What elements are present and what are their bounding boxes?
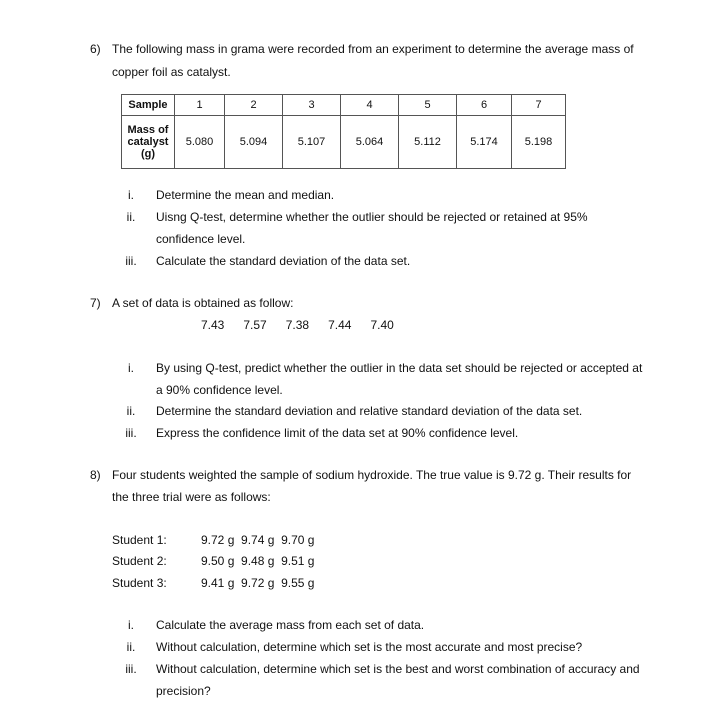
q6-item-numeral: ii. xyxy=(126,210,136,224)
student-values: 9.72 g 9.74 g 9.70 g xyxy=(201,533,315,547)
q8-item-numeral: iii. xyxy=(125,662,137,676)
question-6-number: 6) xyxy=(90,42,101,56)
table-sample-number: 4 xyxy=(341,95,399,116)
q7-data-value: 7.40 xyxy=(370,318,394,332)
table-mass-value: 5.094 xyxy=(225,116,283,169)
q8-item-text: Calculate the average mass from each set of data. xyxy=(156,618,425,632)
q7-data-value: 7.43 xyxy=(201,318,225,332)
q7-data-value: 7.57 xyxy=(243,318,267,332)
student-label: Student 3: xyxy=(112,576,167,590)
row-label-line: (g) xyxy=(140,148,156,160)
student-label: Student 1: xyxy=(112,533,167,547)
q7-data-value: 7.44 xyxy=(328,318,352,332)
q8-item-text: Without calculation, determine which set is the most accurate and most precise? xyxy=(156,640,583,654)
q7-item-numeral: ii. xyxy=(126,404,136,418)
table-row-label xyxy=(122,116,175,169)
question-7-text: A set of data is obtained as follow: xyxy=(112,296,294,310)
student-values: 9.41 g 9.72 g 9.55 g xyxy=(201,576,315,590)
row-label-line: catalyst xyxy=(127,136,169,148)
q6-item-numeral: i. xyxy=(128,188,134,202)
question-7-number: 7) xyxy=(90,296,101,310)
table-mass-value: 5.112 xyxy=(399,116,457,169)
table-mass-value: 5.174 xyxy=(457,116,512,169)
sample-mass-table xyxy=(121,94,566,169)
table-sample-number: 3 xyxy=(283,95,341,116)
table-mass-value: 5.080 xyxy=(175,116,225,169)
question-8-text-line2: the three trial were as follows: xyxy=(112,490,271,504)
table-mass-value: 5.198 xyxy=(512,116,566,169)
question-8-number: 8) xyxy=(90,468,101,482)
q6-item-text: Determine the mean and median. xyxy=(156,188,335,202)
q6-item-text: Calculate the standard deviation of the data set. xyxy=(156,254,411,268)
question-6-text-line2: copper foil as catalyst. xyxy=(112,65,231,79)
table-mass-value: 5.064 xyxy=(341,116,399,169)
q7-item-text: By using Q-test, predict whether the outlier in the data set should be rejected or accepted at xyxy=(156,361,643,375)
q7-item-text-cont: a 90% confidence level. xyxy=(156,383,283,397)
table-sample-number: 1 xyxy=(175,95,225,116)
student-values: 9.50 g 9.48 g 9.51 g xyxy=(201,554,315,568)
student-label: Student 2: xyxy=(112,554,167,568)
q6-item-text-cont: confidence level. xyxy=(156,232,246,246)
q8-item-text-cont: precision? xyxy=(156,684,211,698)
table-sample-number: 6 xyxy=(457,95,512,116)
question-6-text-line1: The following mass in grama were recorded from an experiment to determine the average mass of xyxy=(112,42,634,56)
q6-item-text: Uisng Q-test, determine whether the outlier should be rejected or retained at 95% xyxy=(156,210,588,224)
table-values-row xyxy=(122,116,566,169)
q7-item-numeral: iii. xyxy=(125,426,137,440)
table-header-label: Sample xyxy=(122,95,175,116)
table-sample-number: 5 xyxy=(399,95,457,116)
q8-item-numeral: i. xyxy=(128,618,134,632)
table-sample-number: 2 xyxy=(225,95,283,116)
q7-item-numeral: i. xyxy=(128,361,134,375)
q7-item-text: Express the confidence limit of the data set at 90% confidence level. xyxy=(156,426,519,440)
q7-item-text: Determine the standard deviation and relative standard deviation of the data set. xyxy=(156,404,583,418)
question-8-text-line1: Four students weighted the sample of sodium hydroxide. The true value is 9.72 g. Their results for xyxy=(112,468,632,482)
q8-item-text: Without calculation, determine which set is the best and worst combination of accuracy and xyxy=(156,662,640,676)
q8-item-numeral: ii. xyxy=(126,640,136,654)
q7-data-set xyxy=(201,318,413,332)
q6-item-numeral: iii. xyxy=(125,254,137,268)
row-label-line: Mass of xyxy=(127,124,169,136)
table-sample-number: 7 xyxy=(512,95,566,116)
q7-data-value: 7.38 xyxy=(285,318,310,332)
table-header-row xyxy=(122,95,566,116)
table-mass-value: 5.107 xyxy=(283,116,341,169)
